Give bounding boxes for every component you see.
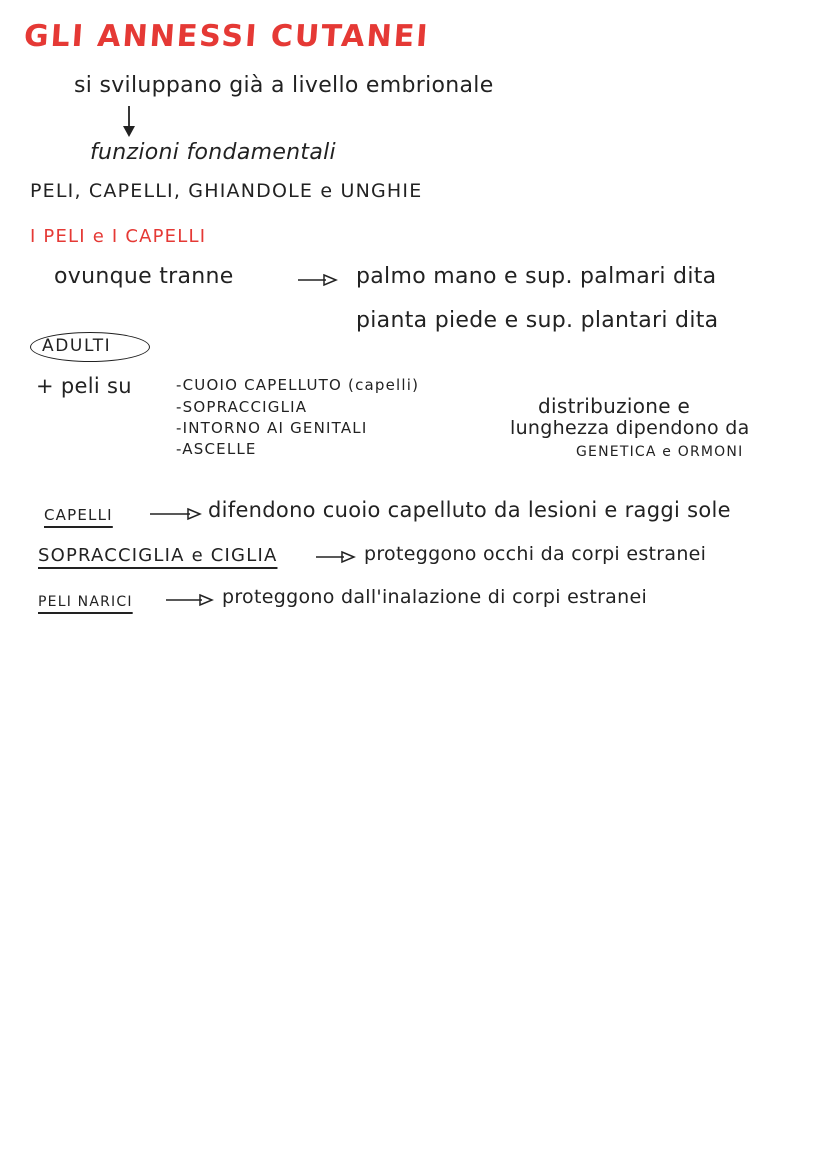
function-desc-capelli: difendono cuoio capelluto da lesioni e raggi sole [208,498,731,522]
down-arrow-icon [122,106,136,138]
right-arrow-icon [316,551,356,563]
right-arrow-icon [166,594,214,606]
peli-su-label: + peli su [36,374,132,398]
right-arrow-icon [298,274,338,286]
intro-line-annessi-list: PELI, CAPELLI, GHIANDOLE e UNGHIE [30,180,423,202]
adulti-badge: ADULTI [42,336,112,356]
function-term-capelli: CAPELLI [44,506,113,524]
section-heading-peli-capelli: I PELI e I CAPELLI [30,226,207,247]
ovunque-tranne-label: ovunque tranne [54,264,234,289]
list-item-ascelle: -ASCELLE [176,440,257,458]
intro-line-funzioni: funzioni fondamentali [90,140,336,165]
genetica-ormoni-note: GENETICA e ORMONI [576,444,744,460]
page-title: GLI ANNESSI CUTANEI [22,19,431,54]
list-item-sopracciglia: -SOPRACCIGLIA [176,398,308,416]
function-term-peli-narici: PELI NARICI [38,594,133,610]
function-term-sopracciglia: SOPRACCIGLIA e CIGLIA [38,545,278,566]
distribuzione-note: distribuzione e [538,394,691,418]
function-desc-peli-narici: proteggono dall'inalazione di corpi estranei [222,586,648,608]
intro-line-embrionale: si sviluppano già a livello embrionale [74,73,494,98]
list-item-cuoio: -CUOIO CAPELLUTO (capelli) [176,376,420,394]
lunghezza-note: lunghezza dipendono da [510,417,750,439]
right-arrow-icon [150,508,202,520]
exception-palmo: palmo mano e sup. palmari dita [356,264,717,289]
exception-pianta: pianta piede e sup. plantari dita [356,308,719,333]
list-item-genitali: -INTORNO AI GENITALI [176,419,368,437]
function-desc-sopracciglia: proteggono occhi da corpi estranei [364,543,707,565]
